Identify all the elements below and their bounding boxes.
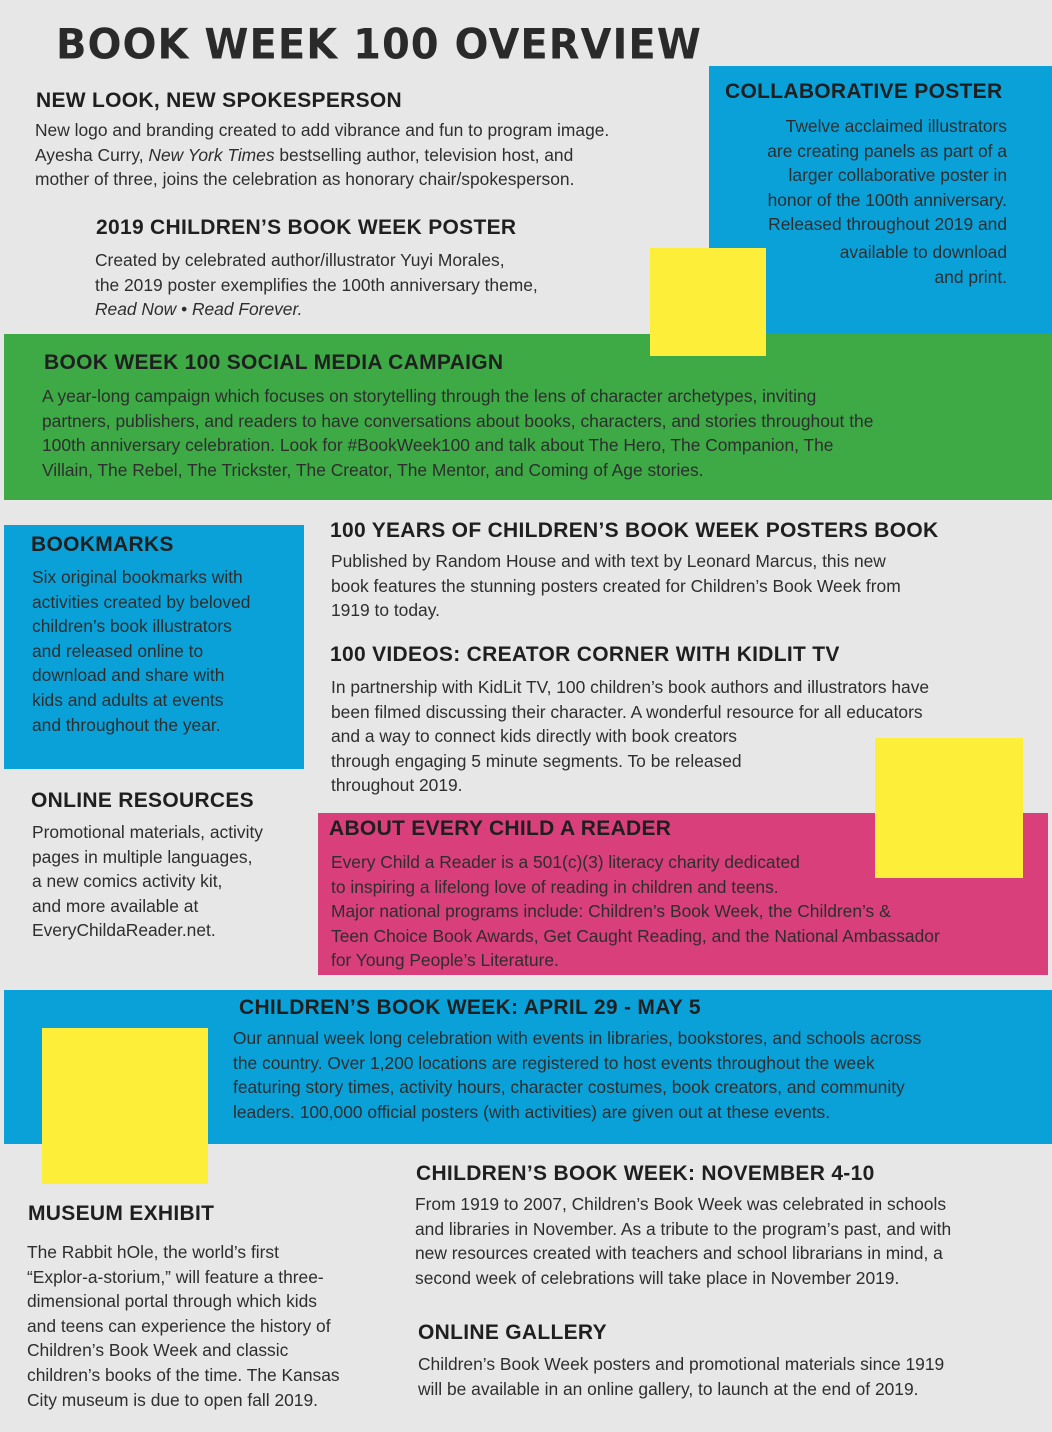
april-week-line: Our annual week long celebration with events in libraries, bookstores, and schools across (233, 1028, 922, 1048)
social-media-line: Villain, The Rebel, The Trickster, The Creator, The Mentor, and Coming of Age stories. (42, 459, 704, 480)
videos-body (331, 675, 929, 798)
new-look-heading: NEW LOOK, NEW SPOKESPERSON (36, 89, 402, 112)
bookmarks-heading: BOOKMARKS (31, 533, 174, 556)
poster-2019-heading: 2019 CHILDREN’S BOOK WEEK POSTER (96, 216, 517, 239)
collab-poster-line: honor of the 100th anniversary. (767, 189, 1007, 210)
videos-heading: 100 VIDEOS: CREATOR CORNER WITH KIDLIT TV (330, 643, 840, 666)
social-media-body (42, 384, 873, 482)
gallery-line: will be available in an online gallery, to launch at the end of 2019. (418, 1378, 919, 1399)
posters-book-body (331, 549, 901, 623)
collab-poster-line: are creating panels as part of a (767, 140, 1007, 161)
videos-line: and a way to connect kids directly with book creators (331, 726, 737, 747)
online-resources-line: a new comics activity kit, (32, 871, 223, 892)
bookmarks-body (32, 565, 250, 737)
bookmarks-line: children’s book illustrators (32, 616, 232, 637)
november-week-line: new resources created with teachers and school librarians in mind, a (415, 1243, 943, 1264)
bookmarks-line: download and share with (32, 665, 225, 686)
gallery-line: Children’s Book Week posters and promotional materials since 1919 (418, 1354, 945, 1374)
november-week-line: and libraries in November. As a tribute to the program’s past, and with (415, 1218, 952, 1239)
new-look-line: Ayesha Curry, New York Times bestselling author, television host, and (35, 144, 574, 165)
bookmarks-line: kids and adults at events (32, 689, 224, 710)
posters-book-line: book features the stunning posters created for Children’s Book Week from (331, 575, 901, 596)
social-media-line: A year-long campaign which focuses on storytelling through the lens of character archetypes, inviting (42, 386, 817, 406)
poster-2019-line: Created by celebrated author/illustrator Yuyi Morales, (95, 250, 505, 270)
videos-line: throughout 2019. (331, 775, 463, 796)
about-ecar-line: to inspiring a lifelong love of reading in children and teens. (331, 876, 779, 897)
online-resources-body (32, 820, 263, 943)
april-week-line: the country. Over 1,200 locations are registered to host events throughout the week (233, 1052, 875, 1073)
museum-line: children’s books of the time. The Kansas (27, 1364, 340, 1385)
poster-2019-line: Read Now • Read Forever. (95, 299, 303, 320)
about-ecar-line: for Young People’s Literature. (331, 950, 559, 971)
museum-line: dimensional portal through which kids (27, 1291, 318, 1312)
collab-poster-heading: COLLABORATIVE POSTER (725, 80, 1003, 103)
museum-heading: MUSEUM EXHIBIT (28, 1202, 215, 1225)
museum-line: “Explor-a-storium,” will feature a three- (27, 1266, 324, 1287)
bookmarks-line: activities created by beloved (32, 591, 251, 612)
museum-line: City museum is due to open fall 2019. (27, 1389, 318, 1410)
online-resources-heading: ONLINE RESOURCES (31, 789, 254, 812)
november-week-body (415, 1192, 951, 1290)
gallery-body (418, 1352, 944, 1401)
page-title: BOOK WEEK 100 OVERVIEW (56, 20, 702, 70)
museum-body (27, 1240, 340, 1412)
gallery-heading: ONLINE GALLERY (418, 1321, 607, 1344)
new-look-body (35, 118, 609, 192)
posters-book-line: Published by Random House and with text by Leonard Marcus, this new (331, 551, 886, 571)
videos-line: through engaging 5 minute segments. To be released (331, 750, 742, 771)
online-resources-line: and more available at (32, 895, 199, 916)
online-resources-line: EveryChildaReader.net. (32, 920, 216, 941)
yellow-square-1 (650, 248, 766, 356)
april-week-line: leaders. 100,000 official posters (with activities) are given out at these events. (233, 1101, 831, 1122)
collab-poster-line: Twelve acclaimed illustrators (785, 116, 1007, 136)
collab-poster-body (767, 114, 1007, 289)
collab-poster-line: Released throughout 2019 and (768, 214, 1007, 235)
videos-line: In partnership with KidLit TV, 100 children’s book authors and illustrators have (331, 677, 930, 697)
april-week-heading: CHILDREN’S BOOK WEEK: APRIL 29 - MAY 5 (239, 996, 701, 1019)
poster-2019-body (95, 248, 538, 322)
april-week-line: featuring story times, activity hours, character costumes, book creators, and community (233, 1077, 905, 1098)
about-ecar-line: Teen Choice Book Awards, Get Caught Reading, and the National Ambassador (331, 925, 940, 946)
bookmarks-line: and throughout the year. (32, 714, 221, 735)
posters-book-heading: 100 YEARS OF CHILDREN’S BOOK WEEK POSTERS BOOK (330, 519, 939, 542)
bookmarks-line: Six original bookmarks with (32, 567, 243, 587)
social-media-line: partners, publishers, and readers to have conversations about books, characters, and stories throughout the (42, 410, 874, 431)
november-week-heading: CHILDREN’S BOOK WEEK: NOVEMBER 4-10 (416, 1162, 875, 1185)
collab-poster-line: and print. (934, 266, 1007, 287)
november-week-line: second week of celebrations will take place in November 2019. (415, 1267, 900, 1288)
publication-name: New York Times (148, 144, 275, 165)
videos-line: been filmed discussing their character. A wonderful resource for all educators (331, 701, 923, 722)
collab-poster-line: larger collaborative poster in (788, 165, 1007, 186)
yellow-square-3 (42, 1028, 208, 1184)
about-ecar-body (331, 850, 940, 973)
about-ecar-line: Major national programs include: Children’s Book Week, the Children’s & (331, 901, 891, 922)
about-ecar-line: Every Child a Reader is a 501(c)(3) literacy charity dedicated (331, 852, 800, 872)
new-look-line: New logo and branding created to add vibrance and fun to program image. (35, 120, 610, 140)
about-ecar-heading: ABOUT EVERY CHILD A READER (329, 817, 672, 840)
new-look-line: mother of three, joins the celebration as honorary chair/spokesperson. (35, 169, 575, 190)
social-media-line: 100th anniversary celebration. Look for #BookWeek100 and talk about The Hero, The Companion, The (42, 435, 834, 456)
april-week-body (233, 1026, 921, 1124)
online-resources-line: pages in multiple languages, (32, 846, 253, 867)
bookmarks-line: and released online to (32, 640, 204, 661)
museum-line: Children’s Book Week and classic (27, 1340, 289, 1361)
posters-book-line: 1919 to today. (331, 600, 440, 621)
social-media-heading: BOOK WEEK 100 SOCIAL MEDIA CAMPAIGN (44, 351, 504, 374)
online-resources-line: Promotional materials, activity (32, 822, 263, 842)
museum-line: The Rabbit hOle, the world’s first (27, 1242, 279, 1262)
poster-2019-line: the 2019 poster exemplifies the 100th anniversary theme, (95, 274, 538, 295)
collab-poster-line: available to download (839, 241, 1007, 262)
museum-line: and teens can experience the history of (27, 1315, 331, 1336)
november-week-line: From 1919 to 2007, Children’s Book Week was celebrated in schools (415, 1194, 947, 1214)
